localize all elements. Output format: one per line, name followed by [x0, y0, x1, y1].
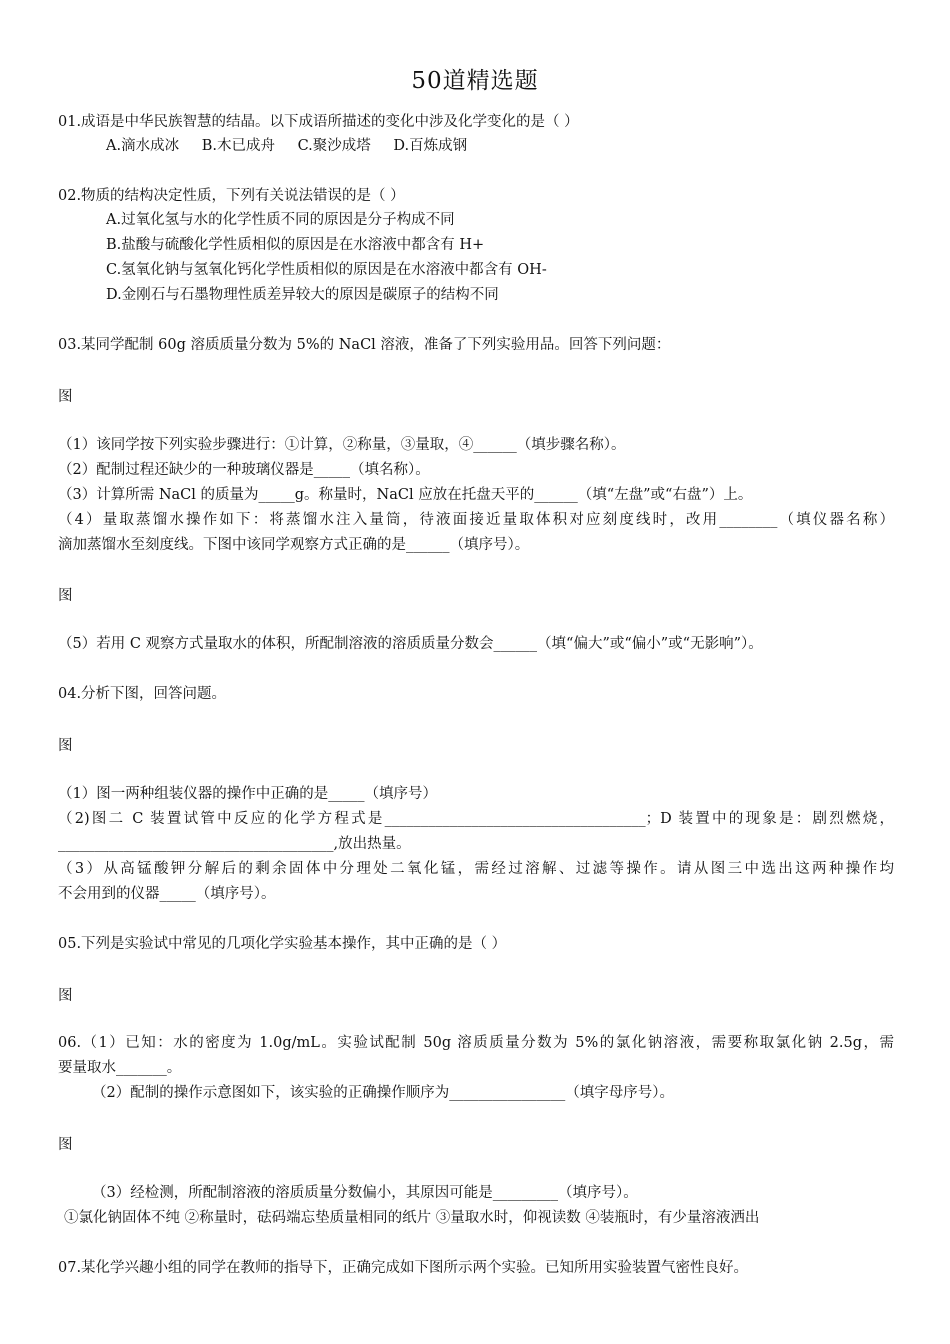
question-03-part-1: （1）该同学按下列实验步骤进行：①计算，②称量，③量取，④______（填步骤名称）。: [58, 437, 626, 453]
question-03-stem: 03.某同学配制 60g 溶质质量分数为 5%的 NaCl 溶液，准备了下列实验用品。回答下列问题：: [58, 337, 671, 353]
question-01-options: [106, 136, 485, 156]
page-title: 50道精选题: [411, 68, 539, 94]
question-03-part-2: （2）配制过程还缺少的一种玻璃仪器是_____（填名称）。: [58, 462, 430, 478]
question-04-part-2-line-1: （2)图二 C 装置试管中反应的化学方程式是____________________________________；D 装置中的现象是：剧烈燃烧，: [58, 811, 894, 827]
question-03-part-3: （3）计算所需 NaCl 的质量为_____g。称量时，NaCl 应放在托盘天平的______（填“左盘”或“右盘”）上。: [58, 487, 753, 503]
question-06-part-3: （3）经检测，所配制溶液的溶质质量分数偏小，其原因可能是_________（填序号）。: [92, 1185, 638, 1201]
question-06-part-1-line-2: 要量取水_______。: [58, 1060, 182, 1076]
question-03-part-4-line-1: （4）量取蒸馏水操作如下：将蒸馏水注入量筒，待液面接近量取体积对应刻度线时，改用________（填仪器名称）: [58, 512, 894, 528]
option-c: C.聚沙成塔: [297, 138, 371, 154]
question-06-part-2: （2）配制的操作示意图如下，该实验的正确操作顺序为________________（填字母序号）。: [92, 1085, 674, 1101]
figure-placeholder: 图: [58, 588, 73, 604]
question-04-part-3-line-1: （3）从高锰酸钾分解后的剩余固体中分理处二氧化锰，需经过溶解、过滤等操作。请从图三中选出这两种操作均: [58, 861, 894, 877]
question-02-option-d: D.金刚石与石墨物理性质差异较大的原因是碳原子的结构不同: [106, 287, 499, 303]
question-02-option-c: C.氢氧化钠与氢氧化钙化学性质相似的原因是在水溶液中都含有 OH-: [106, 262, 547, 278]
option-a: A.滴水成冰: [106, 138, 180, 154]
option-d: D.百炼成钢: [393, 138, 468, 154]
question-04-stem: 04.分析下图，回答问题。: [58, 686, 227, 702]
question-07-stem: 07.某化学兴趣小组的同学在教师的指导下，正确完成如下图所示两个实验。已知所用实验装置气密性良好。: [58, 1260, 749, 1276]
option-b: B.木已成舟: [201, 138, 275, 154]
question-02-option-b: B.盐酸与硫酸化学性质相似的原因是在水溶液中都含有 H+: [106, 237, 485, 253]
question-02-option-a: A.过氧化氢与水的化学性质不同的原因是分子构成不同: [106, 212, 455, 228]
question-02-stem: 02.物质的结构决定性质，下列有关说法错误的是（ ）: [58, 188, 405, 204]
question-06-part-1-line-1: 06.（1）已知：水的密度为 1.0g/mL。实验试配制 50g 溶质质量分数为 5%的氯化钠溶液，需要称取氯化钠 2.5g，需: [58, 1035, 894, 1051]
question-06-choices: ①氯化钠固体不纯 ②称量时，砝码端忘垫质量相同的纸片 ③量取水时，仰视读数 ④装瓶时，有少量溶液洒出: [64, 1210, 760, 1226]
question-04-part-2-line-2: ______________________________________,放出热量。: [58, 836, 411, 852]
figure-placeholder: 图: [58, 1137, 73, 1153]
question-03-part-5: （5）若用 C 观察方式量取水的体积，所配制溶液的溶质质量分数会______（填“偏大”或“偏小”或“无影响”）。: [58, 636, 763, 652]
figure-placeholder: 图: [58, 389, 73, 405]
question-04-part-1: （1）图一两种组装仪器的操作中正确的是_____（填序号）: [58, 786, 437, 802]
figure-placeholder: 图: [58, 988, 73, 1004]
figure-placeholder: 图: [58, 738, 73, 754]
question-01-stem: 01.成语是中华民族智慧的结晶。以下成语所描述的变化中涉及化学变化的是（ ）: [58, 114, 579, 130]
question-05-stem: 05.下列是实验试中常见的几项化学实验基本操作，其中正确的是（ ）: [58, 936, 507, 952]
question-04-part-3-line-2: 不会用到的仪器_____（填序号）。: [58, 886, 276, 902]
question-03-part-4-line-2: 滴加蒸馏水至刻度线。下图中该同学观察方式正确的是______（填序号）。: [58, 537, 530, 553]
